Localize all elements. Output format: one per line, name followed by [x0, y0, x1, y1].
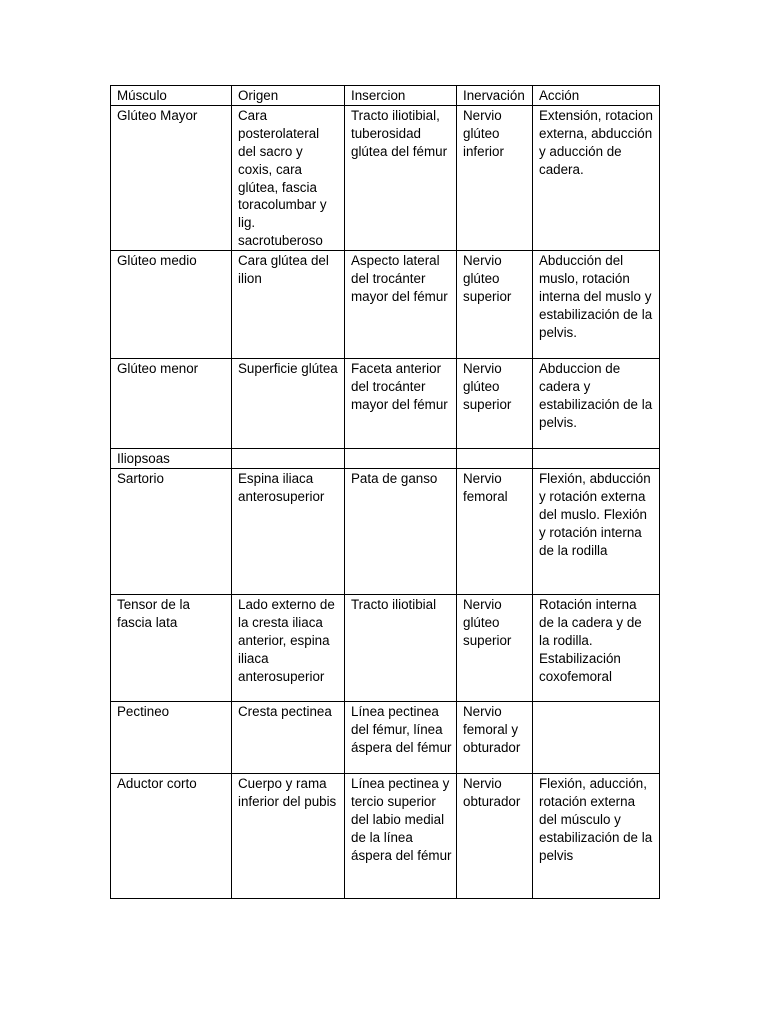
cell-origen: Espina iliaca anterosuperior [232, 469, 345, 595]
table-row [111, 105, 660, 250]
cell-accion [533, 449, 660, 469]
table-header-row [111, 86, 660, 106]
header-musculo: Músculo [111, 86, 232, 106]
cell-accion: Abduccion de cadera y estabilización de la pelvis. [533, 359, 660, 449]
cell-accion: Abducción del muslo, rotación interna del muslo y estabilización de la pelvis. [533, 251, 660, 359]
table-row [111, 774, 660, 899]
cell-accion: Extensión, rotacion externa, abducción y aducción de cadera. [533, 105, 660, 250]
header-origen: Origen [232, 86, 345, 106]
cell-accion: Flexión, abducción y rotación externa del muslo. Flexión y rotación interna de la rodilla [533, 469, 660, 595]
cell-musculo: Glúteo Mayor [111, 105, 232, 250]
cell-inervacion: Nervio obturador [457, 774, 533, 899]
cell-inervacion [457, 449, 533, 469]
cell-insercion: Aspecto lateral del trocánter mayor del fémur [345, 251, 457, 359]
cell-origen: Superficie glútea [232, 359, 345, 449]
cell-insercion: Tracto iliotibial [345, 595, 457, 702]
cell-musculo: Iliopsoas [111, 449, 232, 469]
cell-origen: Cresta pectinea [232, 702, 345, 774]
cell-inervacion: Nervio glúteo superior [457, 359, 533, 449]
header-accion: Acción [533, 86, 660, 106]
cell-origen: Lado externo de la cresta iliaca anterior, espina iliaca anterosuperior [232, 595, 345, 702]
cell-accion: Flexión, aducción, rotación externa del músculo y estabilización de la pelvis [533, 774, 660, 899]
cell-insercion: Tracto iliotibial, tuberosidad glútea del fémur [345, 105, 457, 250]
cell-musculo: Glúteo menor [111, 359, 232, 449]
table-row [111, 359, 660, 449]
cell-musculo: Glúteo medio [111, 251, 232, 359]
cell-accion [533, 702, 660, 774]
cell-inervacion: Nervio glúteo inferior [457, 105, 533, 250]
table-row [111, 469, 660, 595]
cell-origen [232, 449, 345, 469]
cell-insercion: Línea pectinea y tercio superior del labio medial de la línea áspera del fémur [345, 774, 457, 899]
cell-insercion [345, 449, 457, 469]
cell-inervacion: Nervio femoral [457, 469, 533, 595]
cell-insercion: Faceta anterior del trocánter mayor del fémur [345, 359, 457, 449]
cell-inervacion: Nervio glúteo superior [457, 595, 533, 702]
cell-insercion: Línea pectinea del fémur, línea áspera del fémur [345, 702, 457, 774]
cell-musculo: Sartorio [111, 469, 232, 595]
cell-inervacion: Nervio femoral y obturador [457, 702, 533, 774]
table-row [111, 251, 660, 359]
cell-musculo: Tensor de la fascia lata [111, 595, 232, 702]
header-inervacion: Inervación [457, 86, 533, 106]
muscle-table [110, 85, 660, 899]
cell-accion: Rotación interna de la cadera y de la rodilla. Estabilización coxofemoral [533, 595, 660, 702]
table-row [111, 595, 660, 702]
cell-origen: Cara glútea del ilion [232, 251, 345, 359]
header-insercion: Insercion [345, 86, 457, 106]
cell-musculo: Aductor corto [111, 774, 232, 899]
cell-musculo: Pectineo [111, 702, 232, 774]
cell-insercion: Pata de ganso [345, 469, 457, 595]
cell-origen: Cuerpo y rama inferior del pubis [232, 774, 345, 899]
cell-inervacion: Nervio glúteo superior [457, 251, 533, 359]
cell-origen: Cara posterolateral del sacro y coxis, cara glútea, fascia toracolumbar y lig. sacrotuberoso [232, 105, 345, 250]
table-row [111, 449, 660, 469]
table-row [111, 702, 660, 774]
